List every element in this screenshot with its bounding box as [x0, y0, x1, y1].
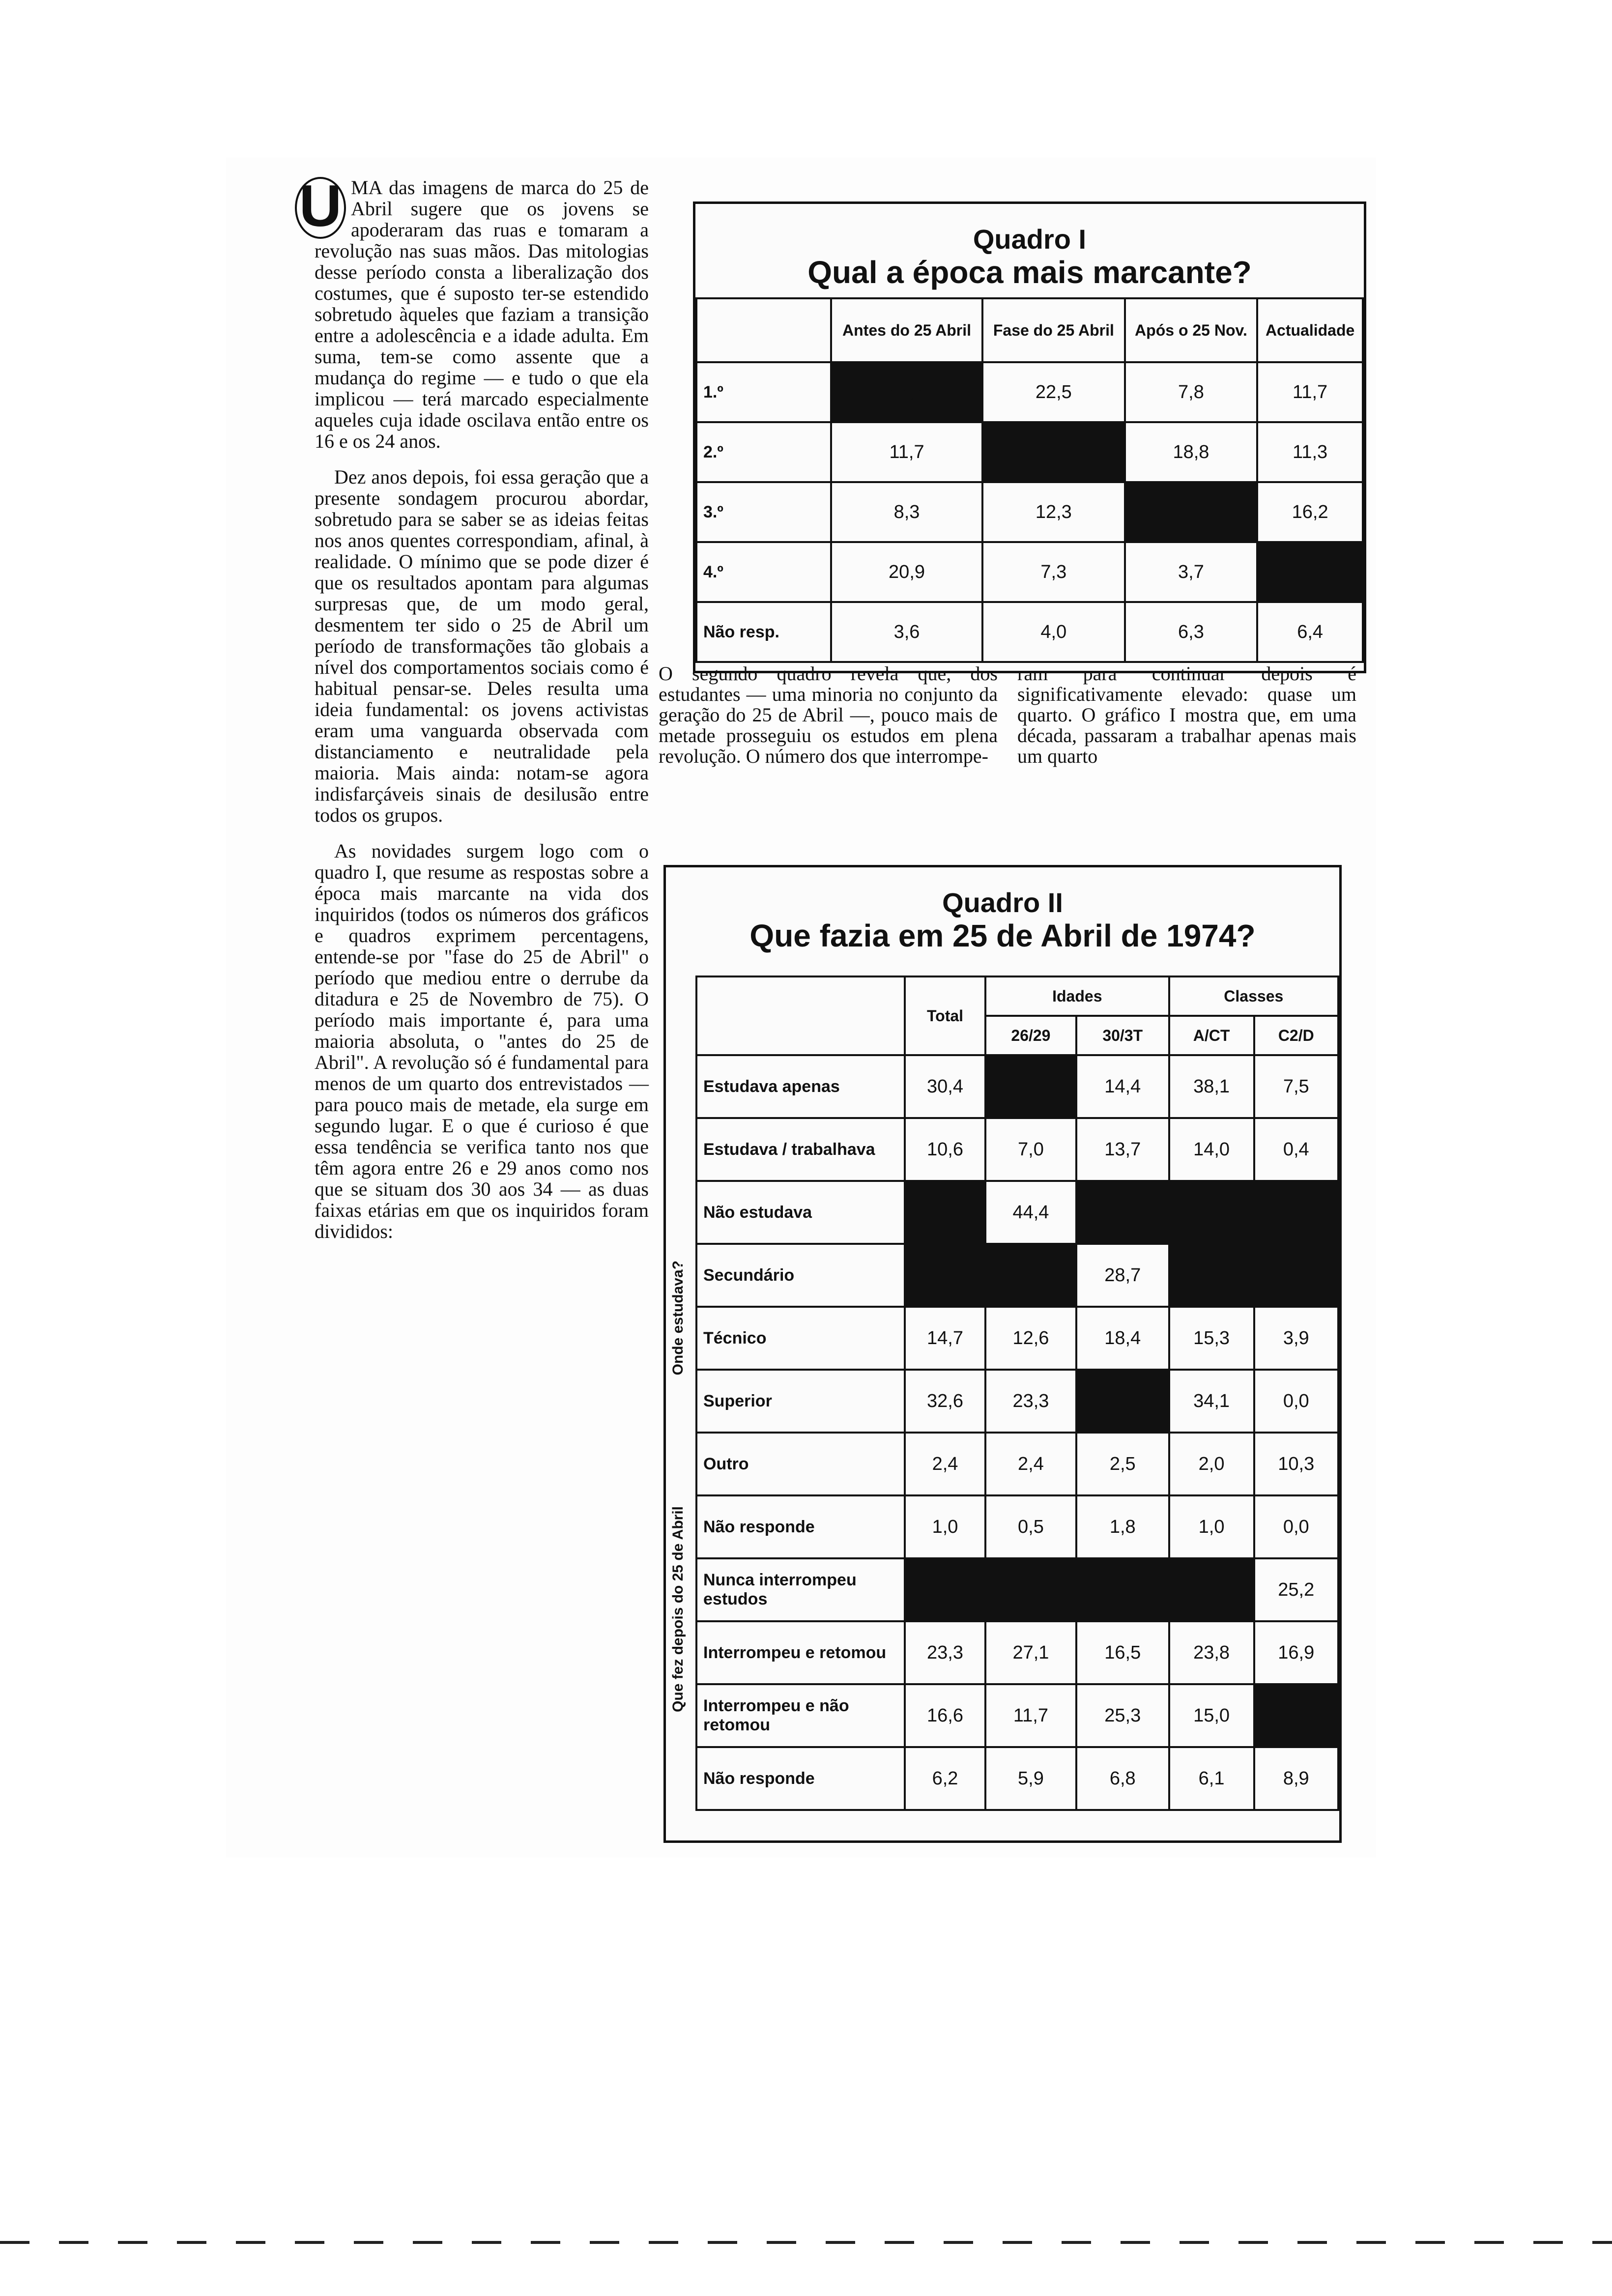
- table-row: [696, 1495, 1338, 1558]
- table-cell: 0,0: [1254, 1495, 1338, 1558]
- table-row: [696, 362, 1363, 422]
- table-cell: [1169, 1181, 1254, 1244]
- row-label: Outro: [696, 1433, 905, 1495]
- quadro-1-subtitle: Qual a época mais marcante?: [807, 255, 1252, 290]
- sub-header: A/CT: [1169, 1016, 1254, 1055]
- column-header: Após o 25 Nov.: [1125, 298, 1258, 362]
- table-cell: 6,1: [1169, 1747, 1254, 1810]
- table-cell: 7,0: [985, 1118, 1076, 1181]
- table-cell: 38,1: [1169, 1055, 1254, 1118]
- table-cell: 1,8: [1076, 1495, 1169, 1558]
- table-row: [696, 1684, 1338, 1747]
- column-header: Antes do 25 Abril: [831, 298, 982, 362]
- table-cell: 12,6: [985, 1307, 1076, 1370]
- table-cell: 11,7: [1257, 362, 1363, 422]
- table-row: [696, 542, 1363, 602]
- table-cell: [985, 1558, 1076, 1621]
- table-cell: 6,3: [1125, 602, 1258, 662]
- table-row: [696, 1621, 1338, 1684]
- row-label: Estudava apenas: [696, 1055, 905, 1118]
- table-cell: 6,8: [1076, 1747, 1169, 1810]
- table-cell: 25,3: [1076, 1684, 1169, 1747]
- table-cell: 2,4: [985, 1433, 1076, 1495]
- table-cell: [1254, 1244, 1338, 1307]
- drop-cap: U: [295, 177, 346, 239]
- row-label: Não resp.: [696, 602, 831, 662]
- table-cell: [1125, 482, 1258, 542]
- table-cell: 11,7: [985, 1684, 1076, 1747]
- sub-header: C2/D: [1254, 1016, 1338, 1055]
- table-cell: 28,7: [1076, 1244, 1169, 1307]
- table-cell: [1254, 1684, 1338, 1747]
- table-cell: 30,4: [905, 1055, 985, 1118]
- table-cell: 10,6: [905, 1118, 985, 1181]
- article-paragraph-1: MA das imagens de marca do 25 de Abril sugere que os jovens se apoderaram das ruas e tomaram a revolução nas suas mãos. Das mitologias desse período consta a liberalização dos costumes, que é suposto ter-se estendido sobretudo àqueles que faziam a transição entre a adolescência e a idade adulta. Em suma, tem-se como assente que a mudança do regime — e tudo o que ela implicou — terá marcado especialmente aqueles cuja idade oscilava então entre os 16 e os 24 anos.: [315, 176, 649, 452]
- row-label: Não responde: [696, 1747, 905, 1810]
- table-cell: 8,9: [1254, 1747, 1338, 1810]
- quadro-2: [663, 865, 1342, 1843]
- table-cell: 23,3: [985, 1370, 1076, 1433]
- table-cell: 3,7: [1125, 542, 1258, 602]
- table-cell: 3,9: [1254, 1307, 1338, 1370]
- row-label: Estudava / trabalhava: [696, 1118, 905, 1181]
- table-cell: 0,0: [1254, 1370, 1338, 1433]
- table-cell: [905, 1558, 985, 1621]
- table-cell: 3,6: [831, 602, 982, 662]
- article-paragraph-3: As novidades surgem logo com o quadro I, que resume as respostas sobre a época mais marcante na vida dos inquiridos (todos os números dos gráficos e quadros exprimem percentagens, entende-se por "fase do 25 de Abril" o período que mediou entre o derrube da ditadura e 25 de Novembro de 75). O período mais importante é, para uma maioria absoluta, o "antes do 25 de Abril". A revolução só é fundamental para menos de um quarto dos entrevistados — para pouco mais de metade, ela surge em segundo lugar. E o que é curioso é que essa tendência se verifica tanto nos que têm agora entre 26 e 29 anos como nos que se situam dos 30 aos 34 — as duas faixas etárias em que os inquiridos foram divididos:: [315, 840, 649, 1242]
- table-cell: 7,5: [1254, 1055, 1338, 1118]
- quadro-2-subtitle: Que fazia em 25 de Abril de 1974?: [749, 918, 1256, 953]
- column-header-total: Total: [905, 976, 985, 1055]
- row-label: Secundário: [696, 1244, 905, 1307]
- table-row: [696, 482, 1363, 542]
- row-label: 3.º: [696, 482, 831, 542]
- table-cell: 2,4: [905, 1433, 985, 1495]
- quadro-1-title: Quadro I: [973, 224, 1087, 255]
- table-row: [696, 1307, 1338, 1370]
- table-cell: [1076, 1370, 1169, 1433]
- scan-edge-marks: [0, 2241, 1612, 2244]
- table-cell: 5,9: [985, 1747, 1076, 1810]
- column-header: Actualidade: [1257, 298, 1363, 362]
- table-cell: 16,2: [1257, 482, 1363, 542]
- table-cell: [1076, 1558, 1169, 1621]
- article-paragraph-2: Dez anos depois, foi essa geração que a presente sondagem procurou abordar, sobretudo para se saber se as ideias feitas nos anos quentes correspondiam, afinal, à realidade. O mínimo que se pode dizer é que os resultados apontam para algumas surpresas que, de um modo geral, desmentem ter sido o 25 de Abril um período de transformações tão globais a nível dos comportamentos sociais como é habitual pensar-se. Deles resulta uma ideia fundamental: os jovens activistas eram uma vanguarda observada com distanciamento e neutralidade pela maioria. Mais ainda: notam-se agora indisfarçáveis sinais de desilusão entre todos os grupos.: [315, 466, 649, 826]
- column-header-idades: Idades: [985, 976, 1169, 1016]
- row-label: 1.º: [696, 362, 831, 422]
- right-text: [659, 663, 1356, 767]
- table-cell: 20,9: [831, 542, 982, 602]
- row-label: 2.º: [696, 422, 831, 482]
- table-cell: 14,7: [905, 1307, 985, 1370]
- table-row: [696, 1370, 1338, 1433]
- table-cell: 18,4: [1076, 1307, 1169, 1370]
- row-label: Interrompeu e retomou: [696, 1621, 905, 1684]
- table-cell: [1169, 1244, 1254, 1307]
- table-cell: [905, 1244, 985, 1307]
- table-cell: [985, 1244, 1076, 1307]
- table-row: [696, 1118, 1338, 1181]
- table-cell: 34,1: [1169, 1370, 1254, 1433]
- right-text-b: ram para continuar depois é significativamente elevado: quase um quarto. O gráfico I mostra que, em uma década, passaram a trabalhar apenas mais um quarto: [1017, 662, 1356, 767]
- table-cell: 2,0: [1169, 1433, 1254, 1495]
- table-cell: 1,0: [1169, 1495, 1254, 1558]
- table-cell: 7,3: [982, 542, 1125, 602]
- table-cell: 23,8: [1169, 1621, 1254, 1684]
- quadro-1-table: [695, 297, 1364, 663]
- sub-header: 26/29: [985, 1016, 1076, 1055]
- article-column: [299, 173, 649, 1257]
- column-header: Fase do 25 Abril: [982, 298, 1125, 362]
- table-cell: 11,7: [831, 422, 982, 482]
- table-row: [696, 1181, 1338, 1244]
- table-cell: 14,4: [1076, 1055, 1169, 1118]
- table-cell: 16,6: [905, 1684, 985, 1747]
- table-cell: 6,4: [1257, 602, 1363, 662]
- row-label: Não responde: [696, 1495, 905, 1558]
- table-cell: 27,1: [985, 1621, 1076, 1684]
- table-cell: [905, 1181, 985, 1244]
- row-label: 4.º: [696, 542, 831, 602]
- table-cell: 8,3: [831, 482, 982, 542]
- table-row: [696, 1055, 1338, 1118]
- table-row: [696, 1747, 1338, 1810]
- table-cell: 56,6: [831, 362, 982, 422]
- table-cell: 6,2: [905, 1747, 985, 1810]
- row-label: Técnico: [696, 1307, 905, 1370]
- table-cell: 18,8: [1125, 422, 1258, 482]
- table-row: [696, 1244, 1338, 1307]
- quadro-1: [693, 201, 1366, 673]
- table-cell: 7,8: [1125, 362, 1258, 422]
- table-cell: 25,2: [1254, 1558, 1338, 1621]
- table-cell: [1254, 1181, 1338, 1244]
- corner-cell: [696, 976, 905, 1055]
- table-cell: 12,3: [982, 482, 1125, 542]
- table-cell: 0,5: [985, 1495, 1076, 1558]
- right-text-a: O segundo quadro revela que, dos estudantes — uma minoria no conjunto da geração do 25 de Abril —, pouco mais de metade prosseguiu os estudos em plena revolução. O número dos que interrompe-: [659, 662, 998, 767]
- corner-cell: [696, 298, 831, 362]
- table-cell: 14,0: [1169, 1118, 1254, 1181]
- table-cell: 22,5: [982, 362, 1125, 422]
- table-row: [696, 1433, 1338, 1495]
- row-label: Não estudava: [696, 1181, 905, 1244]
- table-cell: 16,9: [1254, 1621, 1338, 1684]
- vertical-label-onde: Onde estudava?: [670, 1261, 686, 1376]
- table-cell: [1076, 1181, 1169, 1244]
- table-cell: 44,4: [985, 1181, 1076, 1244]
- row-label: Interrompeu e não retomou: [696, 1684, 905, 1747]
- sub-header: 30/3T: [1076, 1016, 1169, 1055]
- table-cell: 32,6: [905, 1370, 985, 1433]
- table-cell: 15,0: [1169, 1684, 1254, 1747]
- table-cell: 16,5: [1076, 1621, 1169, 1684]
- table-cell: 0,4: [1254, 1118, 1338, 1181]
- table-cell: [982, 422, 1125, 482]
- row-label: Superior: [696, 1370, 905, 1433]
- row-label: Nunca interrompeu estudos: [696, 1558, 905, 1621]
- table-cell: 23,3: [905, 1621, 985, 1684]
- table-cell: [1169, 1558, 1254, 1621]
- column-header-classes: Classes: [1169, 976, 1338, 1016]
- table-cell: [985, 1055, 1076, 1118]
- table-cell: 2,5: [1076, 1433, 1169, 1495]
- table-cell: [1257, 542, 1363, 602]
- quadro-2-title: Quadro II: [942, 887, 1063, 918]
- table-cell: 13,7: [1076, 1118, 1169, 1181]
- table-row: [696, 602, 1363, 662]
- table-cell: 11,3: [1257, 422, 1363, 482]
- table-cell: 15,3: [1169, 1307, 1254, 1370]
- table-cell: 4,0: [982, 602, 1125, 662]
- vertical-label-que-fez: Que fez depois do 25 de Abril: [670, 1506, 686, 1712]
- table-row: [696, 422, 1363, 482]
- quadro-2-table: [695, 976, 1339, 1811]
- table-cell: 1,0: [905, 1495, 985, 1558]
- table-row: [696, 1558, 1338, 1621]
- table-cell: 10,3: [1254, 1433, 1338, 1495]
